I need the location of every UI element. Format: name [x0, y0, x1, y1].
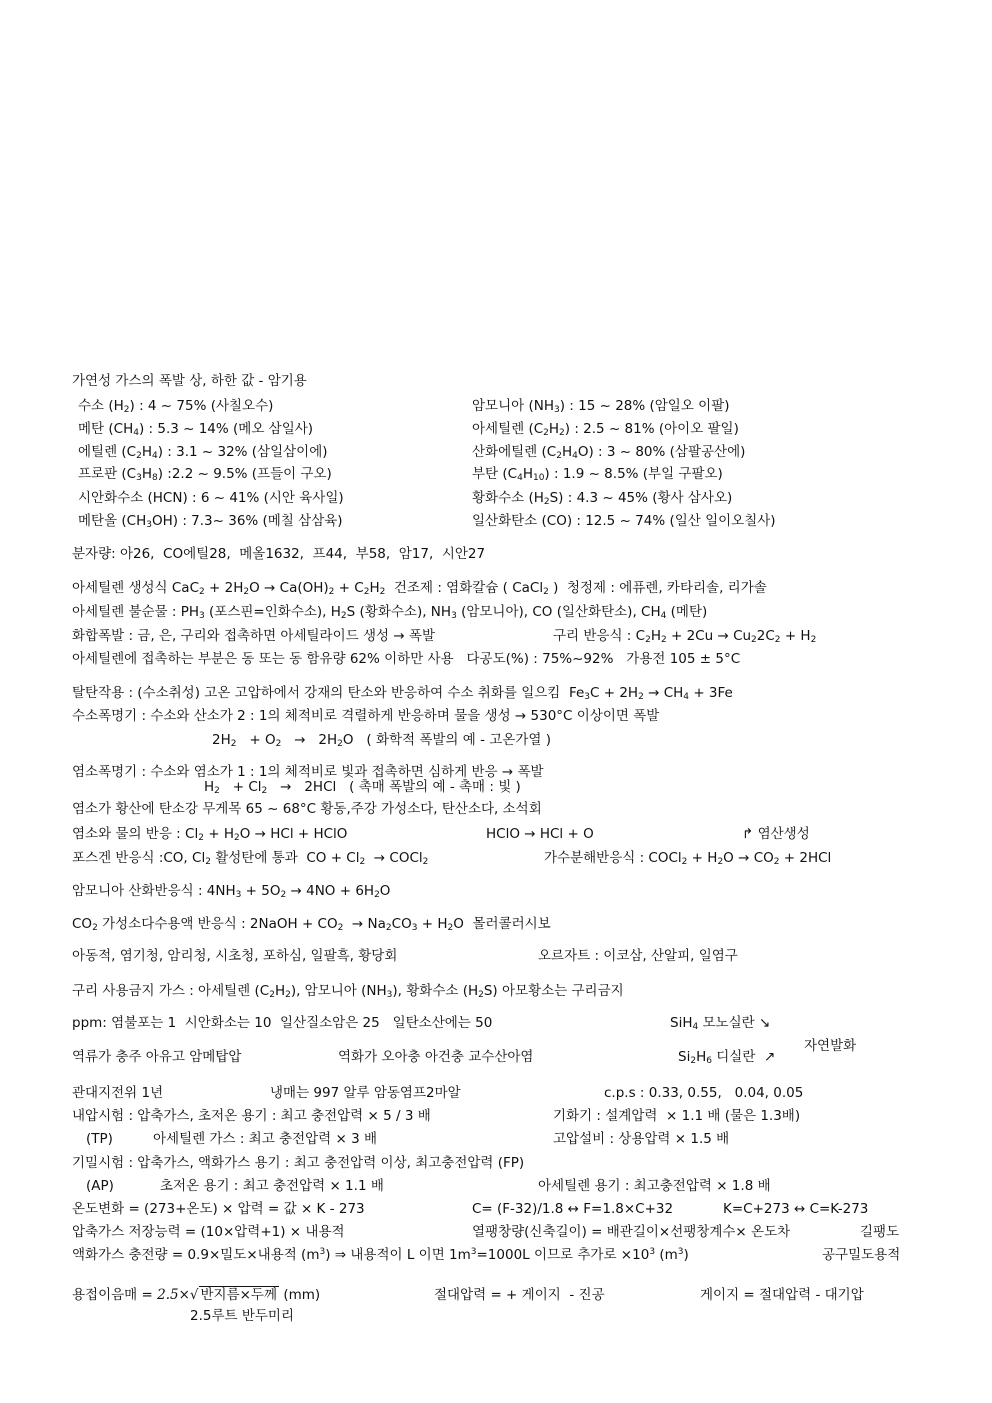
water-reaction: $2H_2 + O_2 \to 2H_2O$ ( 화학적 폭발의 예 - 고온가열 )	[212, 732, 551, 749]
gas-ammonia: 암모니아 $(NH_3)$ : 15 ~ 28% (암일오 이팔)	[472, 398, 730, 415]
arrow-up-right-icon: ↗	[763, 1049, 776, 1065]
gas-ethylene: 에틸렌 $(C_2H_4)$ : 3.1 ~ 32% (삼일삼이에)	[78, 444, 328, 461]
weld-joint: 용접이음매 = 2.5×√ 반지름×두께 (mm)	[72, 1287, 321, 1303]
gas-butane: 부탄 $(C_4H_{10})$ : 1.9 ~ 8.5% (부일 구팔오)	[472, 466, 723, 483]
tp-acetylene: 아세틸렌 가스 : 최고 충전압력 × 3 배	[153, 1131, 378, 1147]
cps: c.p.s : 0.33, 0.55, 0.04, 0.05	[604, 1085, 804, 1101]
vaporizer: 기화기 : 설계압력 × 1.1 배 (물은 1.3배)	[553, 1108, 801, 1124]
phosgene-reaction: 포스겐 반응식 :CO, $Cl_2$ 활성탄에 통과 CO + $Cl_2$ → COCl$_2$	[72, 850, 429, 867]
celsius-fahrenheit: C= (F-32)/1.8 ↔ F=1.8×C+32	[472, 1201, 674, 1217]
hcl-generation: ↱ 염산생성	[742, 826, 810, 842]
high-pressure-equipment: 고압설비 : 상용압력 × 1.5 배	[553, 1131, 730, 1147]
gas-co: 일산화탄소 (CO) : 12.5 ~ 74% (일산 일이오칠사)	[472, 513, 776, 529]
reverse-flow: 역류가 충주 아유고 암메탑압	[72, 1049, 242, 1065]
compound-explosion: 화합폭발 : 금, 은, 구리와 접촉하면 아세틸라이드 생성 → 폭발	[72, 628, 436, 644]
copper-banned: 구리 사용금지 가스 : 아세틸렌 $(C_2H_2)$, 암모니아 $(NH_3)$, 황화수소 $(H_2S)$ 아모황소는 구리금지	[72, 983, 624, 1000]
gas-methanol: 메탄올 $(CH_3OH)$ : 7.3~ 36% (메칠 삼삼육)	[78, 513, 343, 530]
acetylene-impurities: 아세틸렌 불순물 : $PH_3$ (포스핀=인화수소), $H_2S$ (황화수소), $NH_3$ (암모니아), CO (일산화탄소), $CH_4$ (메탄)	[72, 604, 708, 621]
section-title: 가연성 가스의 폭발 상, 하한 값 - 암기용	[72, 373, 307, 389]
auto-ignition: 자연발화	[804, 1038, 857, 1054]
pressure-test: 내압시험 : 압축가스, 초저온 용기 : 최고 충전압력 × 5 / 3 배	[72, 1108, 431, 1124]
corrosion-mnemonic: 아동적, 염기청, 암리청, 시초청, 포하심, 일팔흑, 황당회	[72, 948, 398, 964]
gas-methane: 메탄 $(CH_4)$ : 5.3 ~ 14% (메오 삼일사)	[78, 421, 314, 438]
gas-ethylene-oxide: 산화에틸렌 $(C_2H_4O)$ : 3 ~ 80% (삼팔공산에)	[472, 444, 746, 461]
disilane: $Si_2H_6$ 디실란 ↗	[678, 1049, 776, 1066]
co2-reaction: $CO_2$ 가성소다수용액 반응식 : 2NaOH + $CO_2 \to Na_2CO_3 + H_2O$ 몰러콜러시보	[72, 916, 551, 933]
storage-capacity: 압축가스 저장능력 = (10×압력+1) × 내용적	[72, 1224, 345, 1240]
reverse-fire: 역화가 오아충 아건충 교수산아염	[338, 1049, 534, 1065]
airtight-test: 기밀시험 : 압축가스, 액화가스 용기 : 최고 충전압력 이상, 최고충전압력 (FP)	[72, 1155, 525, 1171]
thermal-expansion: 열팽창량(신축길이) = 배관길이×선팽창계수× 온도차	[472, 1224, 791, 1240]
temperature-change: 온도변화 = (273+온도) × 압력 = 값 × K - 273	[72, 1201, 365, 1217]
acetylene-contact: 아세틸렌에 접촉하는 부분은 동 또는 동 함유량 62% 이하만 사용 다공도(%) : 75%~92% 가용전 105 ± 5°C	[72, 651, 741, 667]
hydrogen-chlorine-explosion: 염소폭명기 : 수소와 염소가 1 : 1의 체적비로 빛과 접촉하면 심하게 반응 → 폭발	[72, 764, 544, 780]
pipe-ground: 관대지전위 1년	[72, 1085, 164, 1101]
chlorine-leak: 염소가 황산에 탄소강 무게목 65 ~ 68°C 황동,주강 가성소다, 탄산소다, 소석회	[72, 801, 542, 817]
kelvin-celsius: K=C+273 ↔ C=K-273	[723, 1201, 869, 1217]
ap-label: (AP)	[86, 1178, 114, 1194]
absolute-pressure: 절대압력 = + 게이지 - 진공	[434, 1287, 605, 1303]
gas-hcn: 시안화수소 (HCN) : 6 ~ 41% (시안 육사일)	[78, 490, 344, 506]
gas-hydrogen: 수소 $(H_2)$ : 4 ~ 75% (사칠오수)	[78, 398, 274, 415]
ammonia-oxidation: 암모니아 산화반응식 : $4NH_3 + 5O_2 \to 4NO + 6H_2O$	[72, 883, 391, 900]
gas-acetylene: 아세틸렌 $(C_2H_2)$ : 2.5 ~ 81% (아이오 팔일)	[472, 421, 739, 438]
gilpaengdo-mnemonic: 길팽도	[860, 1224, 900, 1240]
chlorine-water: 염소와 물의 반응 : $Cl_2 + H_2O$ → HCl + HClO	[72, 826, 348, 843]
refrigerant: 냉매는 997 알루 암동염프2마알	[270, 1085, 461, 1101]
copper-reaction: 구리 반응식 : $C_2H_2 + 2Cu \to Cu_22C_2 + H_2$	[553, 628, 817, 645]
gongumil-mnemonic: 공구밀도용적	[822, 1247, 901, 1263]
gas-h2s: 황화수소 $(H_2S)$ : 4.3 ~ 45% (황사 삼사오)	[472, 490, 733, 507]
gas-propane: 프로판 $(C_3H_8)$ :2.2 ~ 9.5% (프들이 구오)	[78, 466, 332, 483]
orsat: 오르자트 : 이코삼, 산알피, 일염구	[538, 948, 738, 964]
ap-cryogenic: 초저온 용기 : 최고 충전압력 × 1.1 배	[160, 1178, 384, 1194]
monosilane: SiH$_4$ 모노실란 ↘	[670, 1015, 771, 1032]
ppm-limits: ppm: 염불포는 1 시안화소는 10 일산질소암은 25 일탄소산에는 50	[72, 1015, 493, 1031]
hydrogen-oxygen-explosion: 수소폭명기 : 수소와 산소가 2 : 1의 체적비로 격렬하게 반응하며 물을 생성 → 530°C 이상이면 폭발	[72, 708, 660, 724]
liquid-fill: 액화가스 충전량 = 0.9×밀도×내용적 $(m^3)$ ⇒ 내용적이 L 이면 $1m^3=1000L$ 이므로 추가로 $\times 10^3$ $(m^3)$	[72, 1247, 689, 1263]
molecular-weights: 분자량: 아26, CO에틸28, 메올1632, 프44, 부58, 암17, 시안27	[72, 546, 486, 562]
ap-acetylene: 아세틸렌 용기 : 최고충전압력 × 1.8 배	[538, 1178, 771, 1194]
arrow-down-right-icon: ↘	[758, 1015, 771, 1031]
decarburization: 탈탄작용 : (수소취성) 고온 고압하에서 강재의 탄소와 반응하여 수소 취화를 일으킴 $Fe_3C + 2H_2 \to CH_4 + 3Fe$	[72, 685, 733, 702]
hcl-reaction: $H_2 + Cl_2 \to 2HCl$ ( 촉매 폭발의 예 - 촉매 : 빛 )	[204, 779, 521, 796]
weld-note: 2.5루트 반두미리	[190, 1308, 295, 1324]
hypochlorous-reaction: HClO → HCl + O	[486, 826, 594, 842]
gauge-pressure: 게이지 = 절대압력 - 대기압	[700, 1287, 864, 1303]
phosgene-hydrolysis: 가수분해반응식 : COCl$_2$ + $H_2O \to CO_2 + 2HCl$	[544, 850, 832, 867]
acetylene-generation: 아세틸렌 생성식 $CaC_2 + 2H_2O \to Ca(OH)_2 + C_2H_2$ 건조제 : 염화칼슘 ( CaCl$_2$ ) 청정제 : 에퓨렌, 카타리솔, 리가솔	[72, 580, 767, 597]
tp-label: (TP)	[86, 1131, 113, 1147]
